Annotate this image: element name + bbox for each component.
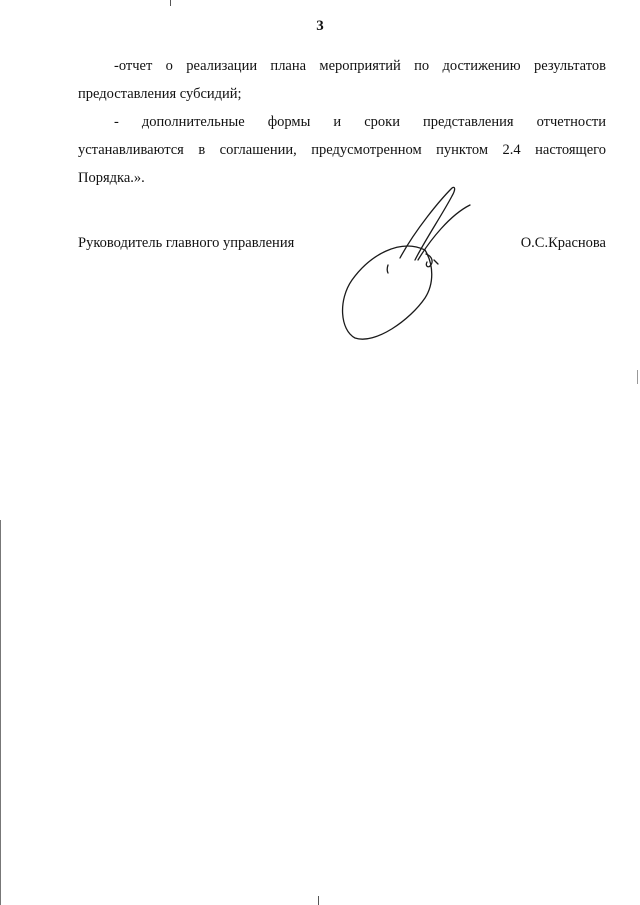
paragraph-line-4: устанавливаются в соглашении, предусмотренном пунктом 2.4 настоящего [78, 142, 606, 158]
signatory-position: Руководитель главного управления [78, 235, 295, 251]
scan-artifact-bottom [318, 896, 319, 905]
handwritten-signature [330, 180, 480, 350]
scan-artifact-left-edge [0, 520, 1, 905]
body-text [78, 52, 606, 192]
scan-artifact-top [170, 0, 171, 6]
paragraph-line-1: -отчет о реализации плана мероприятий по достижению результатов [114, 58, 606, 74]
scan-artifact-right-edge [637, 370, 638, 384]
paragraph-line-5: Порядка.». [78, 170, 145, 186]
paragraph-line-2: предоставления субсидий; [78, 86, 242, 102]
paragraph-line-3: - дополнительные формы и сроки представления отчетности [114, 114, 606, 130]
signatory-name: О.С.Краснова [520, 235, 606, 251]
page-number: 3 [316, 18, 324, 34]
